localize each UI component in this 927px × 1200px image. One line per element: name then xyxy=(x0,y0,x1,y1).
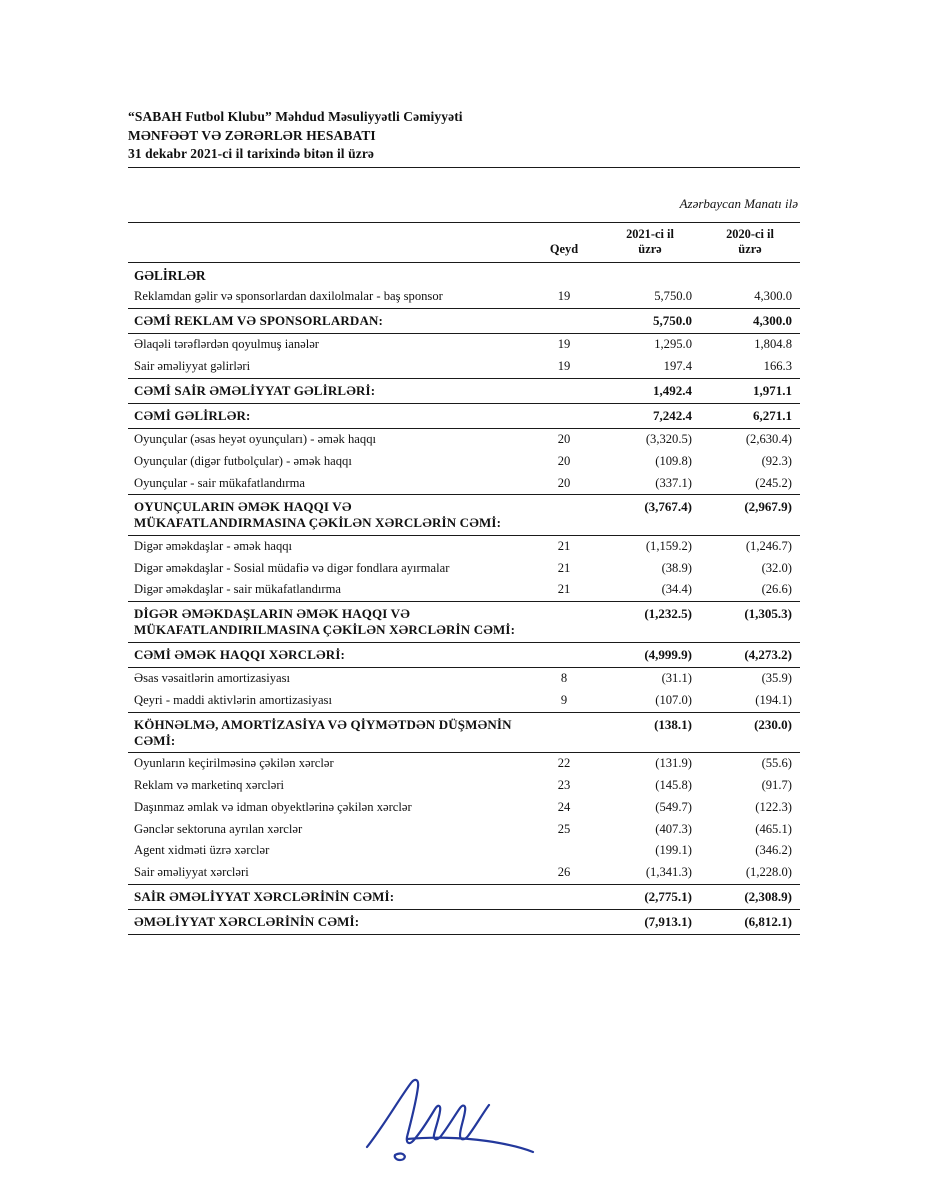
row-value-2021: (1,341.3) xyxy=(645,865,692,880)
row-value-2020: 166.3 xyxy=(763,358,792,373)
row-note xyxy=(528,495,600,536)
row-value-2021: (549.7) xyxy=(655,799,692,814)
row-value-2020: (1,228.0) xyxy=(745,865,792,880)
row-note: 20 xyxy=(557,432,571,447)
row-value-2021: (2,775.1) xyxy=(600,884,700,909)
row-note: 19 xyxy=(557,337,571,352)
row-note: 9 xyxy=(560,692,568,707)
row-note: 21 xyxy=(557,582,571,597)
year-2020-line2: üzrə xyxy=(738,241,762,256)
row-note xyxy=(528,403,600,428)
row-note xyxy=(528,712,600,753)
table-row xyxy=(128,602,800,643)
row-value-2020: (6,812.1) xyxy=(700,910,800,935)
table-row xyxy=(128,308,800,333)
year-2021-line2: üzrə xyxy=(638,241,662,256)
row-value-2021: (109.8) xyxy=(655,453,692,468)
company-name: “SABAH Futbol Klubu” Məhdud Məsuliyyətli Cəmiyyəti xyxy=(128,109,463,124)
row-note: 8 xyxy=(560,671,568,686)
row-label: Əlaqəli tərəflərdən qoyulmuş ianələr xyxy=(134,337,319,352)
row-note: 19 xyxy=(557,358,571,373)
row-label: Daşınmaz əmlak və idman obyektlərinə çəkilən xərclər xyxy=(134,799,412,814)
table-row xyxy=(128,840,800,862)
column-header-year-2021 xyxy=(600,222,700,262)
row-value-2021: 5,750.0 xyxy=(600,308,700,333)
row-note: 22 xyxy=(557,756,571,771)
document-title-block xyxy=(128,108,800,164)
row-value-2020: (194.1) xyxy=(755,692,792,707)
row-label: Əsas vəsaitlərin amortizasiyası xyxy=(134,671,290,686)
row-note: 21 xyxy=(557,560,571,575)
row-value-2020: (92.3) xyxy=(761,453,792,468)
table-row xyxy=(128,286,800,308)
row-value-2021: (3,320.5) xyxy=(645,432,692,447)
row-value-2020: (245.2) xyxy=(755,475,792,490)
currency-note: Azərbaycan Manatı ilə xyxy=(679,195,798,211)
row-note: 24 xyxy=(557,799,571,814)
table-row xyxy=(128,668,800,690)
row-label: CƏMİ REKLAM VƏ SPONSORLARDAN: xyxy=(128,308,528,333)
row-value-2021: (131.9) xyxy=(655,756,692,771)
row-value-2020: 4,300.0 xyxy=(754,289,792,304)
row-value-2021: (138.1) xyxy=(600,712,700,753)
row-label: Digər əməkdaşlar - sair mükafatlandırma xyxy=(134,582,342,597)
row-value-2020: (2,308.9) xyxy=(700,884,800,909)
row-label: SAİR ƏMƏLİYYAT XƏRCLƏRİNİN CƏMİ: xyxy=(128,884,528,909)
table-row xyxy=(128,884,800,909)
row-note: 20 xyxy=(557,453,571,468)
table-body xyxy=(128,262,800,935)
row-label: Oyunçular (digər futbolçular) - əmək haqqı xyxy=(134,453,352,468)
table-row xyxy=(128,910,800,935)
row-value-2021: (107.0) xyxy=(655,692,692,707)
row-label: KÖHNƏLMƏ, AMORTİZASİYA VƏ QİYMƏTDƏN DÜŞMƏNİN CƏMİ: xyxy=(128,712,528,753)
row-value-2020: (122.3) xyxy=(755,799,792,814)
year-2021-line1: 2021-ci il xyxy=(626,226,674,241)
row-label: Qeyri - maddi aktivlərin amortizasiyası xyxy=(134,692,332,707)
row-note xyxy=(528,840,600,862)
row-value-2020: (346.2) xyxy=(755,843,792,858)
document-body xyxy=(128,108,800,935)
row-value-2020: 1,971.1 xyxy=(700,378,800,403)
row-label: Agent xidməti üzrə xərclər xyxy=(134,843,270,858)
table-row xyxy=(128,451,800,473)
row-label: Digər əməkdaşlar - Sosial müdafiə və digər fondlara ayırmalar xyxy=(134,560,450,575)
row-note xyxy=(528,308,600,333)
row-label: Digər əməkdaşlar - əmək haqqı xyxy=(134,539,293,553)
row-label: GƏLİRLƏR xyxy=(134,267,206,283)
statement-title: MƏNFƏƏT VƏ ZƏRƏRLƏR HESABATI xyxy=(128,127,376,143)
row-value-2021 xyxy=(600,262,700,286)
row-value-2021: 7,242.4 xyxy=(600,403,700,428)
row-label: Sair əməliyyat gəlirləri xyxy=(134,358,251,373)
row-value-2020: (2,630.4) xyxy=(745,432,792,447)
signature-mark xyxy=(355,1075,585,1165)
row-label: Reklamdan gəlir və sponsorlardan daxilolmalar - baş sponsor xyxy=(134,289,443,304)
table-row xyxy=(128,862,800,884)
table-row xyxy=(128,642,800,667)
row-note: 23 xyxy=(557,778,571,793)
row-value-2021: (1,159.2) xyxy=(645,539,692,553)
row-note xyxy=(528,910,600,935)
table-row xyxy=(128,579,800,601)
row-note: 25 xyxy=(557,821,571,836)
row-value-2020: (55.6) xyxy=(761,756,792,771)
row-label: Sair əməliyyat xərcləri xyxy=(134,865,249,880)
row-note: 21 xyxy=(557,539,571,553)
row-note xyxy=(528,602,600,643)
column-header-note: Qeyd xyxy=(528,222,600,262)
table-row xyxy=(128,262,800,286)
row-value-2021: (7,913.1) xyxy=(600,910,700,935)
row-value-2021: (31.1) xyxy=(661,671,692,686)
row-label: CƏMİ GƏLİRLƏR: xyxy=(128,403,528,428)
row-value-2021: (4,999.9) xyxy=(600,642,700,667)
row-value-2021: (145.8) xyxy=(655,778,692,793)
row-value-2021: (407.3) xyxy=(655,821,692,836)
row-note xyxy=(528,642,600,667)
table-row xyxy=(128,495,800,536)
row-note xyxy=(528,378,600,403)
row-value-2021: 197.4 xyxy=(663,358,692,373)
row-label: Oyunların keçirilməsinə çəkilən xərclər xyxy=(134,756,334,771)
row-label: Gənclər sektoruna ayrılan xərclər xyxy=(134,821,303,836)
row-label: DİGƏR ƏMƏKDAŞLARIN ƏMƏK HAQQI VƏ MÜKAFATLANDIRILMASINA ÇƏKİLƏN XƏRCLƏRİN CƏMİ: xyxy=(128,602,528,643)
table-row xyxy=(128,819,800,841)
row-value-2020: (91.7) xyxy=(761,778,792,793)
table-row xyxy=(128,378,800,403)
row-note xyxy=(528,884,600,909)
table-row xyxy=(128,690,800,712)
row-value-2020: (465.1) xyxy=(755,821,792,836)
row-value-2021: 5,750.0 xyxy=(654,289,692,304)
title-divider xyxy=(128,167,800,168)
row-value-2021: (38.9) xyxy=(661,560,692,575)
row-value-2020: (32.0) xyxy=(761,560,792,575)
column-header-year-2020 xyxy=(700,222,800,262)
column-header-label xyxy=(128,222,528,262)
row-label: Oyunçular - sair mükafatlandırma xyxy=(134,475,305,490)
row-value-2021: (34.4) xyxy=(661,582,692,597)
statement-period: 31 dekabr 2021-ci il tarixində bitən il üzrə xyxy=(128,146,375,162)
table-row xyxy=(128,403,800,428)
table-row xyxy=(128,473,800,495)
table-row xyxy=(128,797,800,819)
table-row xyxy=(128,753,800,775)
row-value-2020 xyxy=(700,262,800,286)
row-value-2021: (199.1) xyxy=(655,843,692,858)
row-note xyxy=(528,262,600,286)
row-value-2021: (3,767.4) xyxy=(600,495,700,536)
row-value-2020: (1,246.7) xyxy=(745,539,792,553)
row-label: Reklam və marketinq xərcləri xyxy=(134,778,285,793)
table-row xyxy=(128,775,800,797)
row-value-2021: 1,492.4 xyxy=(600,378,700,403)
table-row xyxy=(128,536,800,558)
row-value-2021: 1,295.0 xyxy=(654,337,692,352)
row-label: CƏMİ ƏMƏK HAQQI XƏRCLƏRİ: xyxy=(128,642,528,667)
row-value-2020: 6,271.1 xyxy=(700,403,800,428)
table-row xyxy=(128,712,800,753)
table-row xyxy=(128,334,800,356)
row-value-2020: (1,305.3) xyxy=(700,602,800,643)
year-2020-line1: 2020-ci il xyxy=(726,226,774,241)
table-row xyxy=(128,429,800,451)
row-label: ƏMƏLİYYAT XƏRCLƏRİNİN CƏMİ: xyxy=(128,910,528,935)
row-value-2021: (337.1) xyxy=(655,475,692,490)
row-value-2020: 4,300.0 xyxy=(700,308,800,333)
row-note: 19 xyxy=(557,289,571,304)
row-value-2020: (35.9) xyxy=(761,671,792,686)
row-value-2021: (1,232.5) xyxy=(600,602,700,643)
row-value-2020: (4,273.2) xyxy=(700,642,800,667)
row-label: OYUNÇULARIN ƏMƏK HAQQI VƏ MÜKAFATLANDIRMASINA ÇƏKİLƏN XƏRCLƏRİN CƏMİ: xyxy=(128,495,528,536)
table-row xyxy=(128,356,800,378)
row-note: 20 xyxy=(557,475,571,490)
row-value-2020: (26.6) xyxy=(761,582,792,597)
row-value-2020: (230.0) xyxy=(700,712,800,753)
table-header xyxy=(128,222,800,262)
row-note: 26 xyxy=(557,865,571,880)
income-statement-table xyxy=(128,222,800,935)
row-value-2020: (2,967.9) xyxy=(700,495,800,536)
row-value-2020: 1,804.8 xyxy=(754,337,792,352)
row-label: CƏMİ SAİR ƏMƏLİYYAT GƏLİRLƏRİ: xyxy=(128,378,528,403)
table-row xyxy=(128,558,800,580)
row-label: Oyunçular (əsas heyət oyunçuları) - əmək haqqı xyxy=(134,432,376,447)
